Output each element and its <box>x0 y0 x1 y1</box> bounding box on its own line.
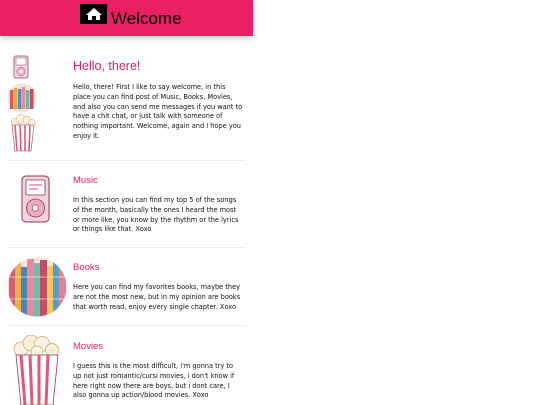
books-icon <box>7 83 37 113</box>
home-icon <box>85 7 103 21</box>
section-text: I guess this is the most difficult, i'm gonna try to up not just romantic/cursi movies, i don't know if here right now there are boys, but i dont care, I also gonna up action/blood movies. Xoxo <box>73 362 235 400</box>
section-text: Hello, there! First I like to say welcome, in this place you can find post of Music, Books, Movies, and also you can send me messages if you want to have a chit chat, or just talk with someone of nothing important. Welcome, again and I hope you enjoy it. <box>73 83 243 140</box>
section-text: Here you can find my favorites books, maybe they are not the most new, but in my opinion are books that worth read, enjoy every single chapter. Xoxo <box>73 283 241 311</box>
section-title: Books <box>73 262 100 273</box>
section-title: Music <box>73 175 98 186</box>
ipod-icon <box>21 175 50 223</box>
header-bar <box>0 0 253 36</box>
divider <box>8 247 246 248</box>
divider <box>8 160 246 161</box>
section-title: Hello, there! <box>73 59 141 73</box>
section-text: In this section you can find my top 5 of the songs of the month, basically the ones I heard the most or more like, you know by the rhythm or the lyrics or things like that. Xoxo <box>73 196 239 234</box>
books-icon <box>7 257 67 317</box>
section-title: Movies <box>73 341 104 352</box>
divider <box>8 325 246 326</box>
home-button[interactable] <box>80 4 107 24</box>
page-title: Welcome <box>111 9 182 28</box>
popcorn-icon <box>9 114 37 152</box>
popcorn-icon <box>12 335 62 405</box>
ipod-icon <box>13 55 29 79</box>
